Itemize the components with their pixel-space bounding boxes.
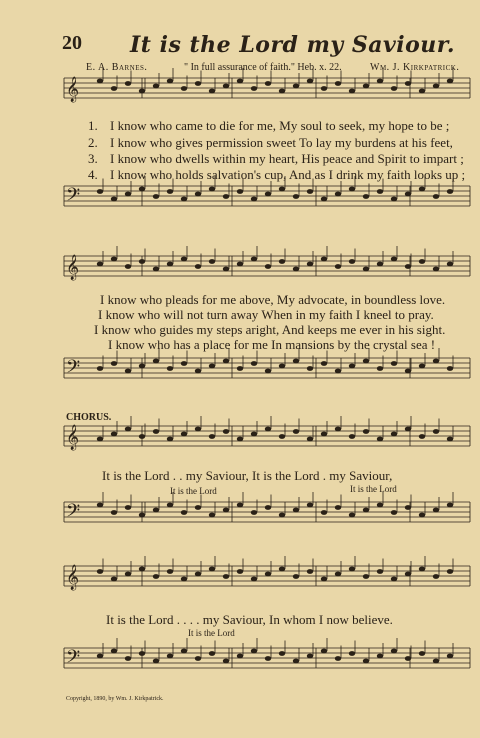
note-head <box>153 659 159 664</box>
note-head <box>237 437 243 442</box>
note-head <box>447 79 453 84</box>
note-head <box>419 513 425 518</box>
note-head <box>349 651 355 656</box>
note-head <box>223 194 229 199</box>
note-head <box>405 369 411 374</box>
note-head <box>447 437 453 442</box>
note-head <box>279 434 285 439</box>
note-head <box>405 572 411 577</box>
note-head <box>111 432 117 437</box>
note-head <box>433 508 439 513</box>
note-head <box>237 569 243 574</box>
note-head <box>433 429 439 434</box>
note-head <box>111 649 117 654</box>
composer-credit: Wm. J. Kirkpatrick. <box>370 62 460 73</box>
note-head <box>209 513 215 518</box>
note-head <box>363 574 369 579</box>
note-head <box>391 361 397 366</box>
note-head <box>265 264 271 269</box>
note-head <box>363 84 369 89</box>
verse-line: I know who will not turn away When in my faith I kneel to pray. <box>98 307 434 322</box>
note-head <box>167 79 173 84</box>
note-head <box>265 427 271 432</box>
note-head <box>97 189 103 194</box>
bass-clef-icon: 𝄢 <box>66 185 81 210</box>
note-head <box>433 659 439 664</box>
note-head <box>293 508 299 513</box>
treble-clef-icon: 𝄞 <box>66 255 80 280</box>
note-head <box>125 656 131 661</box>
note-head <box>167 262 173 267</box>
note-head <box>433 359 439 364</box>
note-head <box>377 366 383 371</box>
note-head <box>363 267 369 272</box>
note-head <box>419 364 425 369</box>
note-head <box>125 572 131 577</box>
note-head <box>293 84 299 89</box>
note-head <box>433 194 439 199</box>
note-head <box>209 434 215 439</box>
note-head <box>293 429 299 434</box>
note-head <box>237 654 243 659</box>
note-head <box>181 432 187 437</box>
verse-line: 4. I know who holds salvation's cup, And as I drink my faith looks up ; <box>88 167 466 182</box>
note-head <box>139 259 145 264</box>
note-head <box>335 656 341 661</box>
note-head <box>251 432 257 437</box>
note-head <box>307 503 313 508</box>
note-head <box>223 267 229 272</box>
bass-lyric: It is the Lord <box>170 486 217 496</box>
note-head <box>139 187 145 192</box>
note-head <box>433 574 439 579</box>
note-head <box>167 437 173 442</box>
note-head <box>251 577 257 582</box>
note-head <box>447 366 453 371</box>
bass-lyric: It is the Lord <box>350 484 397 494</box>
verse-line: 3. I know who dwells within my heart, His peace and Spirit to impart ; <box>88 151 464 166</box>
verse-line: I know who guides my steps aright, And keeps me ever in his sight. <box>94 322 446 337</box>
note-head <box>405 264 411 269</box>
note-head <box>335 192 341 197</box>
note-head <box>223 429 229 434</box>
note-head <box>293 359 299 364</box>
note-head <box>363 359 369 364</box>
note-head <box>237 189 243 194</box>
note-head <box>349 567 355 572</box>
note-head <box>363 508 369 513</box>
note-head <box>195 264 201 269</box>
note-head <box>377 437 383 442</box>
note-head <box>349 434 355 439</box>
note-head <box>433 84 439 89</box>
note-head <box>181 197 187 202</box>
note-head <box>181 510 187 515</box>
note-head <box>209 651 215 656</box>
bass-lyric: It is the Lord <box>188 628 235 638</box>
note-head <box>97 569 103 574</box>
treble-clef-icon: 𝄞 <box>66 425 80 450</box>
note-head <box>405 427 411 432</box>
note-head <box>139 567 145 572</box>
note-head <box>223 359 229 364</box>
note-head <box>377 569 383 574</box>
note-head <box>209 89 215 94</box>
note-head <box>279 651 285 656</box>
note-head <box>153 194 159 199</box>
note-head <box>97 503 103 508</box>
note-head <box>419 651 425 656</box>
note-head <box>391 86 397 91</box>
note-head <box>307 79 313 84</box>
note-head <box>391 510 397 515</box>
note-head <box>279 259 285 264</box>
note-head <box>139 651 145 656</box>
note-head <box>377 262 383 267</box>
note-head <box>335 264 341 269</box>
note-head <box>293 267 299 272</box>
note-head <box>447 569 453 574</box>
author-credit: E. A. Barnes. <box>86 62 148 73</box>
note-head <box>111 257 117 262</box>
note-head <box>125 369 131 374</box>
note-head <box>433 267 439 272</box>
note-head <box>139 434 145 439</box>
note-head <box>125 192 131 197</box>
note-head <box>419 89 425 94</box>
treble-clef-icon: 𝄞 <box>66 565 80 590</box>
note-head <box>223 659 229 664</box>
note-head <box>307 569 313 574</box>
note-head <box>307 366 313 371</box>
bass-clef-icon: 𝄢 <box>66 647 81 672</box>
note-head <box>321 86 327 91</box>
scripture-reference: " In full assurance of faith." Heb. x. 22. <box>184 62 342 73</box>
note-head <box>195 192 201 197</box>
note-head <box>181 577 187 582</box>
note-head <box>223 508 229 513</box>
note-head <box>265 505 271 510</box>
note-head <box>391 432 397 437</box>
note-head <box>195 369 201 374</box>
note-head <box>349 89 355 94</box>
bass-clef-icon: 𝄢 <box>66 357 81 382</box>
note-head <box>279 513 285 518</box>
note-head <box>335 427 341 432</box>
note-head <box>209 364 215 369</box>
chorus-line: It is the Lord . . my Saviour, It is the Lord . my Saviour, <box>102 468 393 483</box>
note-head <box>363 659 369 664</box>
note-head <box>419 187 425 192</box>
hymn-title: It is the Lord my Saviour. <box>130 32 456 58</box>
note-head <box>279 567 285 572</box>
note-head <box>251 510 257 515</box>
note-head <box>307 262 313 267</box>
note-head <box>363 194 369 199</box>
note-head <box>265 81 271 86</box>
copyright-notice: Copyright, 1890, by Wm. J. Kirkpatrick. <box>66 696 164 702</box>
note-head <box>279 187 285 192</box>
note-head <box>377 503 383 508</box>
note-head <box>111 197 117 202</box>
note-head <box>321 649 327 654</box>
note-head <box>167 189 173 194</box>
note-head <box>377 79 383 84</box>
note-head <box>153 508 159 513</box>
note-head <box>167 503 173 508</box>
verse-line: I know who has a place for me In mansions by the crystal sea ! <box>108 337 436 352</box>
treble-clef-icon: 𝄞 <box>66 77 80 102</box>
note-head <box>335 81 341 86</box>
bass-clef-icon: 𝄢 <box>66 501 81 526</box>
note-head <box>419 567 425 572</box>
note-head <box>321 510 327 515</box>
note-head <box>153 359 159 364</box>
note-head <box>321 257 327 262</box>
note-head <box>419 434 425 439</box>
note-head <box>363 429 369 434</box>
note-head <box>209 567 215 572</box>
note-head <box>111 86 117 91</box>
note-head <box>307 654 313 659</box>
note-head <box>391 257 397 262</box>
note-head <box>181 649 187 654</box>
note-head <box>405 505 411 510</box>
note-head <box>237 366 243 371</box>
note-head <box>251 361 257 366</box>
note-head <box>139 89 145 94</box>
note-head <box>335 505 341 510</box>
note-head <box>265 369 271 374</box>
note-head <box>237 79 243 84</box>
note-head <box>153 429 159 434</box>
note-head <box>111 577 117 582</box>
note-head <box>153 267 159 272</box>
note-head <box>349 187 355 192</box>
note-head <box>125 505 131 510</box>
note-head <box>349 513 355 518</box>
note-head <box>447 503 453 508</box>
note-head <box>97 654 103 659</box>
note-head <box>447 262 453 267</box>
verse-line: 1. I know who came to die for me, My soul to seek, my hope to be ; <box>88 118 450 133</box>
note-head <box>195 505 201 510</box>
note-head <box>181 257 187 262</box>
note-head <box>279 364 285 369</box>
chorus-label: CHORUS. <box>66 412 112 423</box>
note-head <box>209 259 215 264</box>
note-head <box>349 364 355 369</box>
note-head <box>321 577 327 582</box>
note-head <box>251 197 257 202</box>
note-head <box>265 656 271 661</box>
note-head <box>237 503 243 508</box>
note-head <box>419 259 425 264</box>
note-head <box>181 86 187 91</box>
note-head <box>335 572 341 577</box>
note-head <box>139 513 145 518</box>
verse-line: I know who pleads for me above, My advocate, in boundless love. <box>100 292 446 307</box>
note-head <box>223 574 229 579</box>
note-head <box>153 574 159 579</box>
note-head <box>111 361 117 366</box>
note-head <box>377 654 383 659</box>
verse-line: 2. I know who gives permission sweet To lay my burdens at his feet, <box>88 135 453 150</box>
note-head <box>237 262 243 267</box>
note-head <box>111 510 117 515</box>
note-head <box>167 366 173 371</box>
note-head <box>321 361 327 366</box>
note-head <box>139 364 145 369</box>
note-head <box>265 192 271 197</box>
chorus-line: It is the Lord . . . . my Saviour, In whom I now believe. <box>106 612 393 627</box>
note-head <box>181 361 187 366</box>
note-head <box>153 84 159 89</box>
note-head <box>307 189 313 194</box>
note-head <box>167 654 173 659</box>
note-head <box>279 89 285 94</box>
note-head <box>167 569 173 574</box>
note-head <box>251 649 257 654</box>
note-head <box>447 654 453 659</box>
note-head <box>447 189 453 194</box>
note-head <box>251 257 257 262</box>
note-head <box>391 649 397 654</box>
note-head <box>195 656 201 661</box>
note-head <box>125 264 131 269</box>
note-head <box>97 79 103 84</box>
note-head <box>223 84 229 89</box>
note-head <box>97 262 103 267</box>
note-head <box>321 197 327 202</box>
note-head <box>405 81 411 86</box>
note-head <box>349 259 355 264</box>
note-head <box>391 577 397 582</box>
note-head <box>195 427 201 432</box>
note-head <box>293 194 299 199</box>
note-head <box>125 81 131 86</box>
note-head <box>391 197 397 202</box>
note-head <box>293 574 299 579</box>
note-head <box>405 656 411 661</box>
note-head <box>97 437 103 442</box>
note-head <box>405 192 411 197</box>
note-head <box>209 187 215 192</box>
note-head <box>335 369 341 374</box>
note-head <box>377 189 383 194</box>
note-head <box>97 366 103 371</box>
note-head <box>321 432 327 437</box>
note-head <box>195 572 201 577</box>
note-head <box>251 86 257 91</box>
page-number: 20 <box>62 32 82 54</box>
note-head <box>293 659 299 664</box>
note-head <box>265 572 271 577</box>
note-head <box>195 81 201 86</box>
note-head <box>125 427 131 432</box>
note-head <box>307 437 313 442</box>
